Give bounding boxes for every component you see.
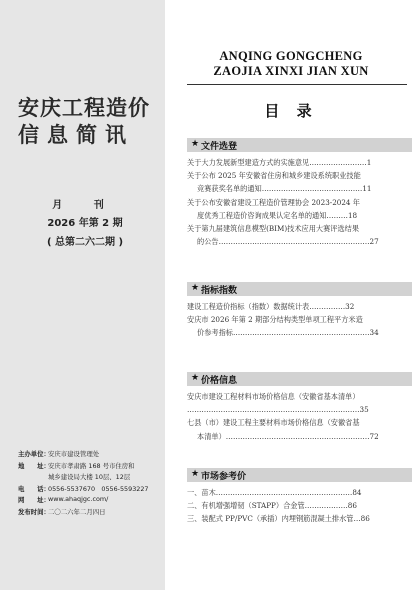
cover-panel: [0, 0, 165, 590]
toc-entry-line: 关于公布安徽省建设工程造价管理协会 2023-2024 年: [187, 197, 360, 207]
star-icon: ★: [191, 283, 200, 293]
toc-entry-line: 价参考指标…………………………………………………34: [197, 328, 379, 338]
toc-entry-line: 关于公布 2025 年安徽省住房和城乡建设系统职业技能: [187, 171, 361, 181]
toc-entry-line: 安庆市 2026 年第 2 期部分结构类型单项工程平方米造: [187, 315, 363, 325]
toc-entry[interactable]: [187, 313, 412, 339]
toc-entry-line: 七县（市）建设工程主要材料市场价格信息（安徽省基: [187, 418, 360, 428]
toc-entry-line: 三、装配式 PP/PVC（承插）内埋钢筋混凝土排水管…86: [187, 514, 370, 524]
english-title-line2: ZAOJIA XINXI JIAN XUN: [213, 64, 369, 78]
toc-entry[interactable]: [187, 499, 412, 512]
section-entries: [187, 486, 412, 526]
star-icon: ★: [191, 469, 200, 479]
english-title-line1: ANQING GONGCHENG: [219, 49, 363, 63]
pub-row-phone: [18, 484, 168, 496]
section-header: [187, 468, 412, 482]
toc-entry[interactable]: [187, 512, 412, 525]
total-issue-number: ( 总第二六二期 ): [46, 237, 124, 248]
section-entries: [187, 390, 412, 443]
toc-entry[interactable]: [187, 416, 412, 442]
magazine-title-line2: 信息简讯: [18, 123, 134, 147]
section-entries: [187, 156, 412, 248]
toc-panel: [165, 0, 417, 590]
toc-entry[interactable]: [187, 169, 412, 195]
title-divider: [187, 84, 407, 85]
star-icon: ★: [191, 373, 200, 383]
pub-row-website: [18, 495, 168, 507]
publication-info: [18, 449, 168, 518]
pub-row-address: [18, 461, 168, 473]
section-prices: [187, 372, 412, 443]
toc-entry-line: 度优秀工程造价咨询成果认定名单的通知………18: [197, 210, 358, 220]
toc-entry[interactable]: [187, 222, 412, 248]
toc-entry[interactable]: [187, 300, 412, 313]
toc-heading: 目 录: [264, 102, 318, 120]
toc-entry-line: ………………………………………………………………35: [187, 405, 369, 415]
section-label: 市场参考价: [201, 472, 247, 482]
section-label: 文件选登: [201, 142, 238, 152]
pub-value: 0556-5537670 0556-5593227: [48, 484, 149, 493]
pub-row-organizer: [18, 449, 168, 461]
magazine-title-line1: 安庆工程造价: [18, 96, 150, 120]
toc-entry-line: 一、苗木…………………………………………………84: [187, 488, 362, 497]
pub-label: 主办单位：: [18, 450, 50, 458]
toc-entry[interactable]: [187, 390, 412, 416]
pub-label: 网 址：: [18, 496, 50, 504]
toc-entry-line: 建设工程造价指标（指数）数据统计表……………32: [187, 302, 355, 311]
star-icon: ★: [191, 139, 200, 149]
issue-number: 2026 年第 2 期: [47, 218, 123, 229]
section-header: [187, 372, 412, 386]
pub-value: 城乡建设局大楼 10层、12层: [48, 473, 131, 481]
toc-entry-line: 竞赛获奖名单的通知……………………………………11: [197, 184, 372, 194]
section-header: [187, 138, 412, 152]
section-indices: [187, 282, 412, 340]
toc-entry-line: 本清单）……………………………………………………72: [197, 431, 379, 441]
section-header: [187, 282, 412, 296]
toc-entry-line: 的公告………………………………………………………27: [197, 237, 379, 247]
pub-row-date: [18, 507, 168, 519]
pub-row-address-cont: [18, 472, 168, 484]
section-label: 价格信息: [201, 376, 238, 386]
pub-value: 二〇二六年二月四日: [48, 507, 106, 516]
toc-entry[interactable]: [187, 156, 412, 169]
pub-label: 电 话：: [18, 484, 50, 493]
section-label: 指标指数: [201, 286, 238, 296]
pub-value: 安庆市孝肃路 168 号市住房和: [48, 461, 135, 470]
toc-entry[interactable]: [187, 196, 412, 222]
toc-entry-line: 关于第九届建筑信息模型(BIM)技术应用大赛评选结果: [187, 224, 360, 234]
pub-label: 发布时间：: [18, 507, 50, 516]
toc-entry-line: 安庆市建设工程材料市场价格信息（安徽省基本清单）: [187, 392, 360, 401]
pub-value: 安庆市建设管理处: [48, 450, 100, 458]
section-documents: [187, 138, 412, 248]
pub-value: www.ahaqjgc.com/: [48, 495, 109, 503]
toc-entry-line: 二、有机增强增韧（STAPP）合金管………………86: [187, 501, 357, 511]
section-entries: [187, 300, 412, 340]
section-market-reference: [187, 468, 412, 526]
toc-entry-line: 关于大力发展新型建造方式的实施意见……………………1: [187, 158, 372, 167]
frequency-label: 月 刊: [52, 200, 118, 211]
toc-entry[interactable]: [187, 486, 412, 499]
pub-label: 地 址：: [18, 461, 50, 470]
